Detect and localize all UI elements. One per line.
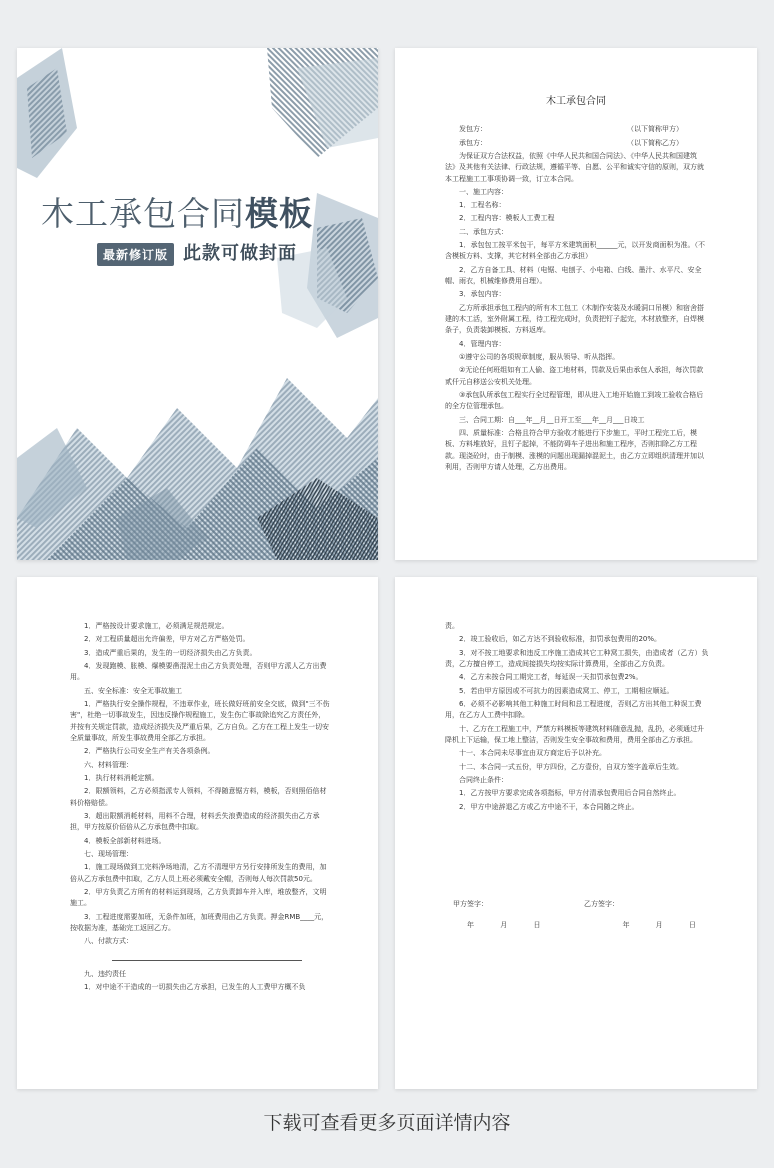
contract-clause: 1．执行材料消耗定额。	[84, 773, 159, 782]
contract-clause: 2．甲方负责乙方所有的材料运到现场，乙方负责卸车并入库，堆放整齐，文明施工。	[70, 887, 327, 908]
contract-clause: 2．甲方中途辞退乙方或乙方中途不干，本合同随之终止。	[459, 802, 639, 811]
contract-page-2	[17, 577, 378, 1089]
party-a-date: 年 月 日	[467, 921, 553, 930]
contract-clause: 三、合同工期：自___年__月__日开工至___年__月___日竣工	[459, 415, 645, 424]
cover-badge: 最新修订版	[97, 243, 174, 266]
contract-clause: 七、现场管理：	[84, 849, 133, 858]
cover-title	[41, 188, 371, 235]
cover-page	[17, 48, 378, 560]
party-alias: （以下简称甲方）	[627, 125, 683, 134]
contract-clause: 1．对中途不干造成的一切损失由乙方承担，已发生的人工费甲方概不负	[84, 982, 306, 991]
page-2-body	[70, 621, 332, 995]
contract-clause: 3．承包内容：	[459, 290, 506, 299]
contract-clause: 1．工程名称：	[459, 201, 506, 210]
cover-title-main: 木工承包合同	[41, 194, 245, 233]
contract-clause: 5．若由甲方原因或不可抗力的因素造成窝工、停工，工期相应顺延。	[459, 686, 674, 695]
contract-clause: 九、违约责任	[84, 969, 126, 978]
contract-clause: 为保证双方合法权益，依照《中华人民共和国合同法》、《中华人民共和国建筑法》及其他有关法律、行政法规，遵循平等、自愿、公平和诚实守信的原则，双方就本工程施工工事项协调一致，订立本合同。	[445, 151, 704, 183]
contract-clause: 六、材料管理：	[84, 760, 133, 769]
contract-clause: 十二、本合同一式五份，甲方四份，乙方壹份，自双方签字盖章后生效。	[459, 762, 683, 771]
contract-clause: 3．造成严重后果的，发生的一切经济损失由乙方负责。	[84, 648, 257, 657]
contract-clause: 2．严格执行公司安全生产有关各项条例。	[84, 747, 215, 756]
contract-clause: 1．严格按设计要求施工，必须满足规范规定。	[84, 622, 229, 630]
page-1-body	[445, 94, 707, 475]
contract-clause: 6．必须不必影响其他工种施工时间和总工程进度，否则乙方出其他工种误工费用，在乙方人工费中扣除。	[445, 699, 702, 720]
contract-clause: 十、乙方在工程施工中，严禁方料模板等建筑材料随意乱抛，乱扔，必须通过升降机上下运输，保工地上整洁，否则发生安全事故和费用，费用全部由乙方承担。	[445, 724, 704, 744]
contract-clause: 1．施工现场做到工完料净场地清，乙方不清理甲方另行安排所发生的费用，加倍从乙方承包费中扣取，乙方人员上班必须戴安全帽，否则每人每次罚款50元。	[70, 863, 327, 883]
contract-clause: 4．乙方未按合同工期完工者，每延误一天扣罚承包费2%。	[459, 673, 643, 682]
contract-clause: 乙方所承担承包工程内的所有木工包工（木制作安装及水暖洞口吊模）和宿舍搭建的木工活，室外附属工程，待工程完成时，负责把钉子起完，木材放整齐，自焊模条子，负责装卸模板、方料返库。	[445, 303, 704, 335]
contract-clause: 合同终止条件：	[459, 775, 508, 784]
party-alias: （以下简称乙方）	[627, 138, 683, 147]
contract-clause: 2．竣工验收后，如乙方达不到验收标准，扣罚承包费用的20%。	[459, 635, 662, 644]
contract-clause: 3．超出限额消耗材料，用料不合理，材料丢失浪费造成的经济损失由乙方承担，甲方按原价佰倍从乙方承包费中扣取。	[70, 811, 320, 832]
contract-clause: 4．发现跑模、胀模、爆模要凿混泥土由乙方负责处理，否则甲方派人乙方出费用。	[70, 661, 327, 682]
party-row	[445, 124, 707, 135]
contract-clause: 八、付款方式：	[84, 937, 133, 946]
cover-geometric-decoration	[17, 48, 378, 560]
contract-clause: 2．乙方自备工具、材料（电锯、电刨子、小电箱、白线、墨汁、水平尺、安全帽、雨衣，机械维修费用自理）。	[445, 265, 702, 286]
contract-clause: 责。	[445, 622, 459, 630]
contract-clause: 3．工程进度需要加班，无条件加班，加班费用由乙方负责。押金RMB____元，按收据为准，基础完工返回乙方。	[70, 912, 329, 932]
contract-clause: 2．对工程质量超出允许偏差，甲方对乙方严格处罚。	[84, 635, 250, 644]
contract-clause: 四、质量标准：合格且符合甲方验收才能进行下步施工，平时工程完工后，模板、方料堆放好，且钉子起掉，不能防碍车子进出和施工程序，否则扣除乙方工程款。现浇砼时，由于制模、涨模的问题出现漏掉混泥土，由乙方立即组织清理并加以利用，否则甲方请人处理，乙方出费用。	[445, 429, 704, 472]
contract-page-1	[395, 48, 757, 560]
party-b-signature-label: 乙方签字：	[584, 900, 619, 908]
signature-block	[445, 899, 709, 932]
contract-clause: 一、施工内容：	[459, 187, 508, 196]
contract-clause: ①遵守公司的各项规章制度，服从领导、听从指挥。	[459, 353, 620, 362]
contract-clause: 五、安全标准：安全无事故施工	[84, 686, 182, 695]
contract-clause: 3．对不按工地要求和违反工序施工造成其它工种窝工损失，由造成者（乙方）负责，乙方擅自停工，造成间接损失均按实际计算费用，全部由乙方负责。	[445, 648, 709, 668]
party-label: 发包方：	[459, 125, 487, 134]
contract-clause: 4．模板全部新材料进场。	[84, 836, 166, 845]
download-hint: 下载可查看更多页面详情内容	[263, 1112, 511, 1134]
cover-subtitle: 此款可做封面	[183, 243, 297, 264]
contract-title: 木工承包合同	[546, 96, 606, 107]
contract-clause: 1．承包包工按平米包干，每平方米建筑面积______元，以开发商面积为准。（不含模板方料、支撑，其它材料全部由乙方承担）	[445, 241, 705, 261]
contract-clause: ③承包队所承包工程实行全过程管理，即从进入工地开始施工到竣工验收合格后的全方位管理承包。	[445, 391, 704, 411]
cover-title-bold: 模板	[245, 194, 313, 233]
contract-clause: 4．管理内容：	[459, 339, 506, 348]
contract-page-3	[395, 577, 757, 1089]
party-a-signature-label: 甲方签字：	[453, 900, 488, 908]
party-b-date: 年 月 日	[622, 921, 708, 930]
contract-clause: 十一、本合同未尽事宜由双方商定后予以补充。	[459, 749, 606, 758]
contract-clause: 1．乙方按甲方要求完成各项指标，甲方付清承包费用后合同自然终止。	[459, 789, 681, 798]
page-3-body	[445, 621, 709, 815]
contract-clause: 2．限额领料，乙方必须指派专人领料，不得随意锯方料，模板，否则照佰倍材料价格赔偿。	[70, 787, 327, 807]
blank-line	[112, 952, 302, 961]
contract-clause: 1．严格执行安全操作规程，不违章作业，班长做好班前安全交底，做到"三不伤害"，杜绝一切事故发生，因违反操作规程施工，发生伤亡事故除追究乙方责任外，并按有关规定罚款，造成经济损失及严重后果，乙方自负。乙方在工程上发生一切安全质量事故，所发生事故费用全部乙方承担。	[70, 699, 330, 742]
party-row	[445, 138, 707, 149]
party-label: 承包方：	[459, 138, 487, 147]
contract-clause: 二、承包方式：	[459, 227, 508, 236]
contract-clause: ②无论任何班组如有工人偷、盗工地材料，罚款及后果由承包人承担，每次罚款贰仟元自移送公安机关处理。	[445, 366, 704, 386]
contract-clause: 2．工程内容：模板人工费工程	[459, 214, 555, 223]
